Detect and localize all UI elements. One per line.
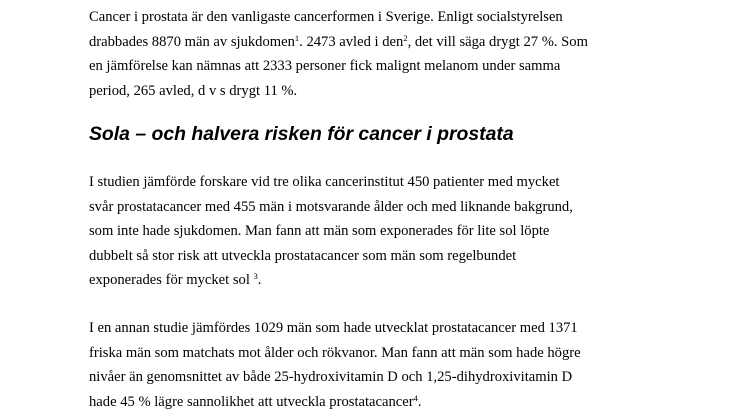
footnote-ref: 3 [253, 271, 258, 281]
footnote-ref: 2 [403, 32, 408, 43]
text-segment: . [417, 393, 422, 410]
text-segment: . 2473 avled i den [299, 33, 404, 50]
footnote-ref: 4 [413, 392, 418, 403]
text-line: Cancer i prostata är den vanligaste cancerformen i Sverige. Enligt socialstyrelsen [89, 9, 563, 25]
text-line: I en annan studie jämfördes 1029 män som hade utvecklat prostatacancer med 1371 [89, 320, 578, 336]
text-line [89, 30, 679, 55]
text-line: svår prostatacancer med 455 män i motsvarande ålder och med liknande bakgrund, [89, 198, 573, 215]
text-line [89, 390, 679, 415]
text-line: nivåer än genomsnittet av både 25-hydroxivitamin D och 1,25-dihydroxivitamin D [89, 369, 573, 385]
study2-paragraph [89, 316, 679, 414]
intro-paragraph [89, 5, 679, 103]
text-line: dubbelt så stor risk att utveckla prostatacancer som män som regelbundet [89, 247, 517, 264]
text-line: friska män som matchats mot ålder och rökvanor. Man fann att män som hade högre [89, 344, 581, 361]
section-heading: Sola – och halvera risken för cancer i prostata [89, 123, 514, 145]
text-line: en jämförelse kan nämnas att 2333 personer fick malignt melanom under samma [89, 58, 561, 74]
text-segment: drabbades 8870 män av sjukdomen [89, 33, 295, 50]
text-line: I studien jämförde forskare vid tre olika cancerinstitut 450 patienter med mycket [89, 174, 560, 190]
study1-paragraph [89, 170, 679, 293]
text-segment: , det vill säga drygt 27 %. Som [407, 33, 588, 50]
footnote-ref: 1 [294, 32, 300, 43]
text-segment: . [257, 272, 262, 288]
text-line [89, 268, 679, 293]
text-line: som inte hade sjukdomen. Man fann att män som exponerades för lite sol löpte [89, 223, 550, 239]
text-segment: hade 45 % lägre sannolikhet att utveckla prostatacancer [89, 393, 414, 410]
text-segment: exponerades för mycket sol [89, 272, 254, 288]
text-line: period, 265 avled, d v s drygt 11 %. [89, 82, 298, 99]
